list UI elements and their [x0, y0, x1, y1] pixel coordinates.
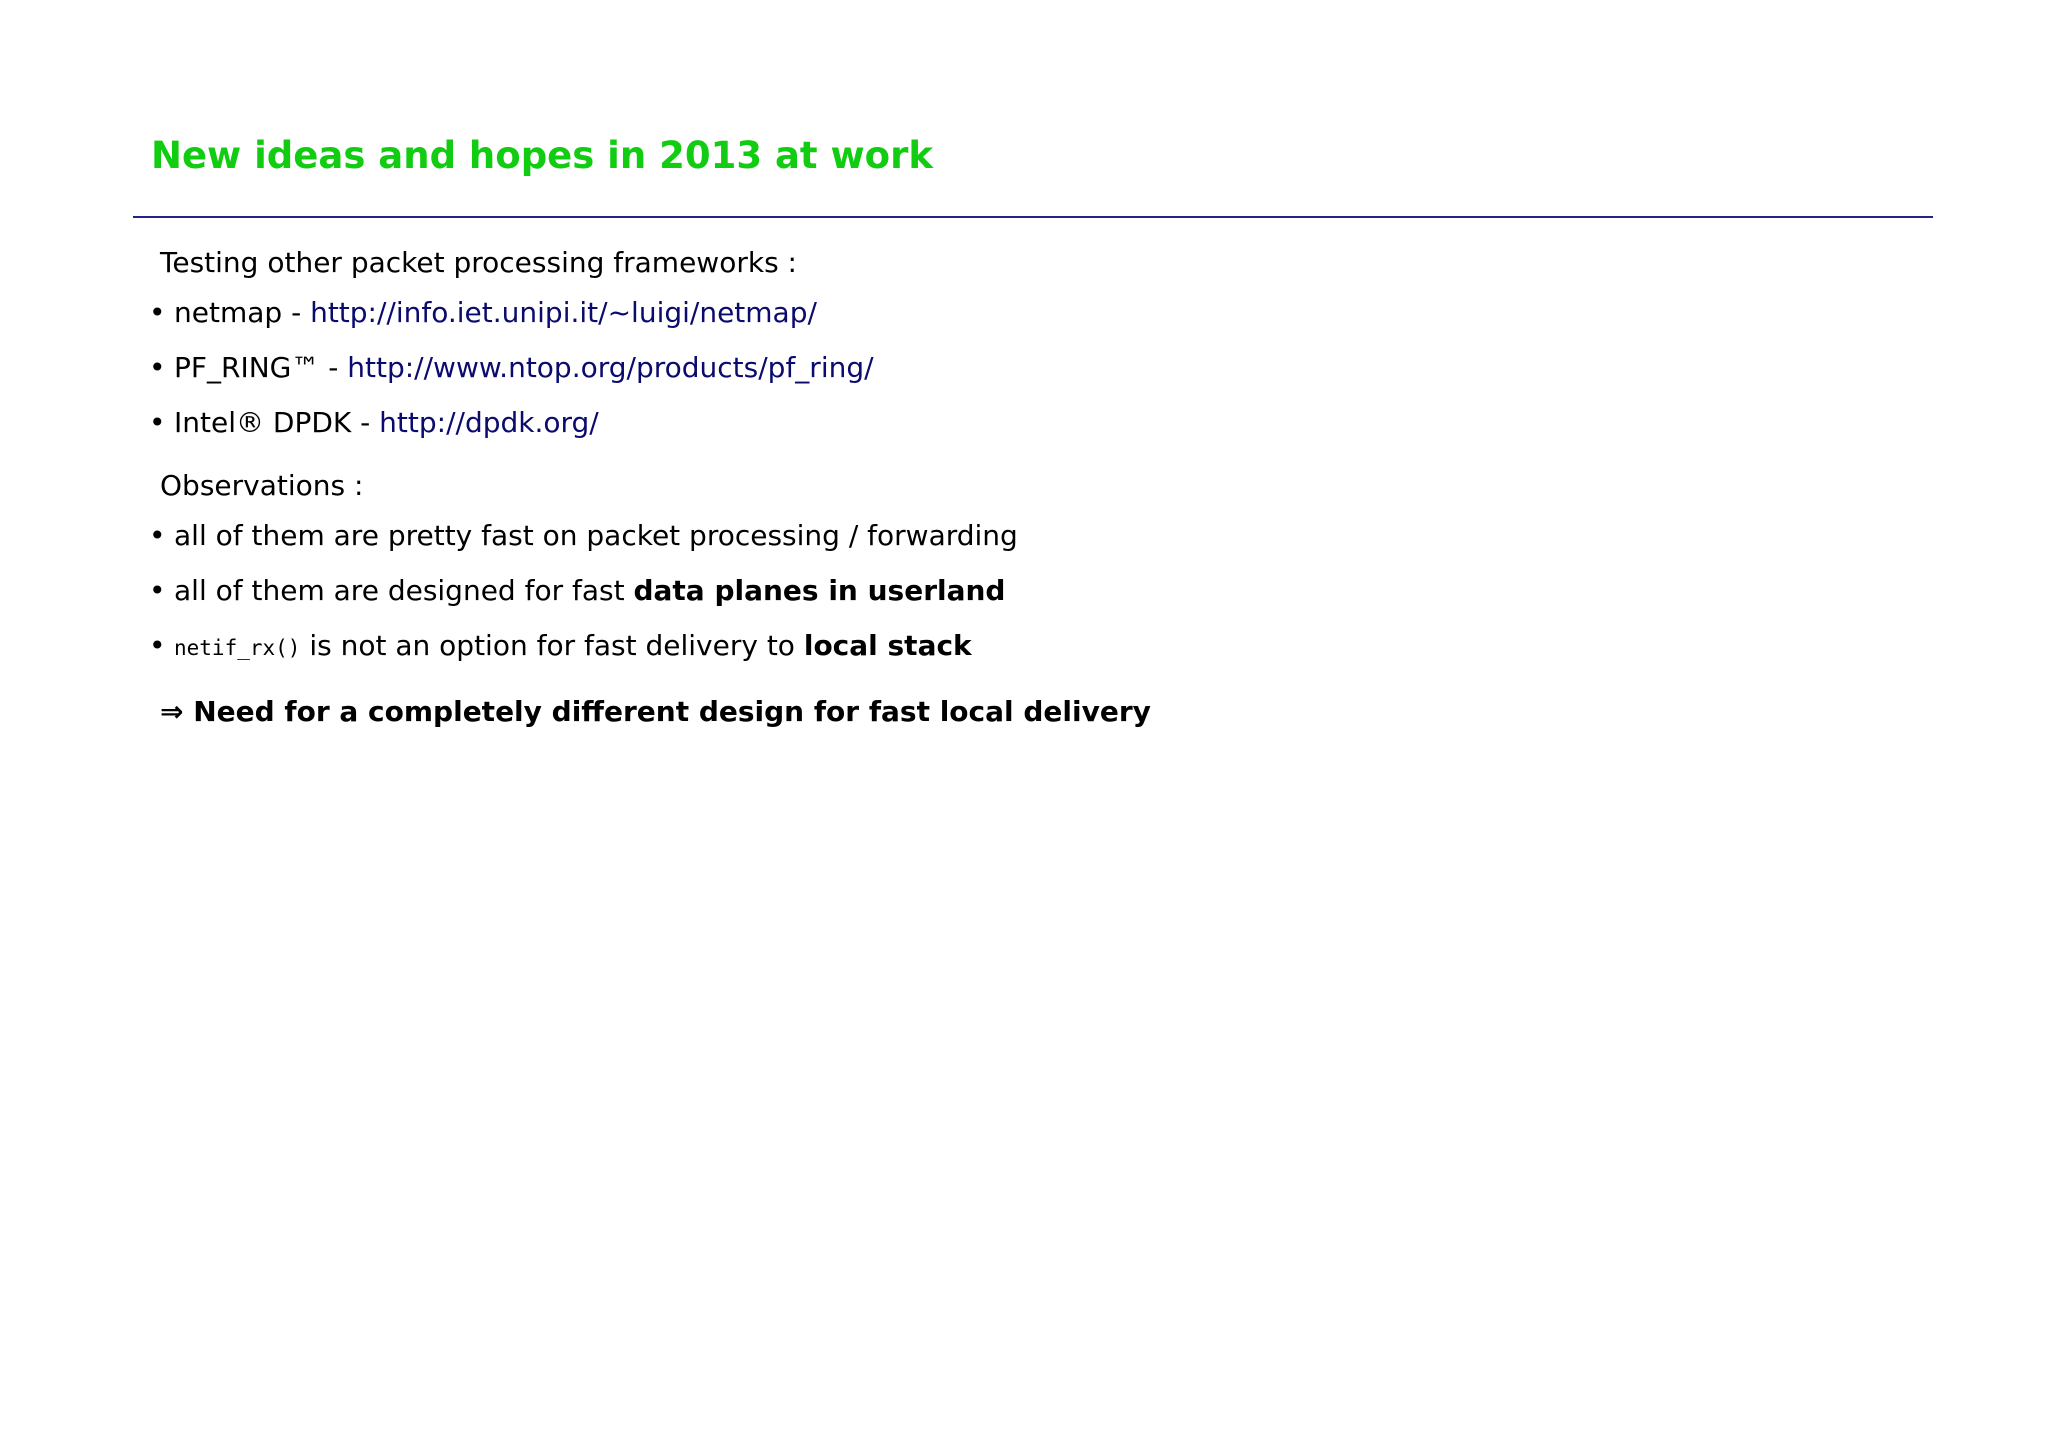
list-item-observation-speed [149, 516, 1018, 556]
pf-ring-link[interactable]: http://www.ntop.org/products/pf_ring/ [347, 351, 874, 384]
frameworks-heading: Testing other packet processing frameworks : [160, 246, 797, 279]
observation-text: is not an option for fast delivery to [300, 629, 804, 662]
separator: - [351, 406, 380, 439]
netmap-link[interactable]: http://info.iet.unipi.it/~luigi/netmap/ [310, 296, 817, 329]
dpdk-link[interactable]: http://dpdk.org/ [379, 406, 599, 439]
code-snippet: netif_rx() [174, 636, 301, 660]
bullet-icon: • [149, 629, 166, 662]
observations-heading: Observations : [160, 469, 364, 502]
observation-emphasis: local stack [803, 629, 972, 662]
bullet-icon: • [149, 296, 166, 329]
list-item-pf-ring [149, 348, 874, 388]
bullet-icon: • [149, 351, 166, 384]
bullet-icon: • [149, 574, 166, 607]
framework-name: PF_RING™ [174, 351, 320, 384]
separator: - [282, 296, 311, 329]
list-item-observation-local-stack [149, 626, 972, 668]
separator: - [319, 351, 348, 384]
list-item-observation-userland [149, 571, 1005, 611]
observation-emphasis: data planes in userland [633, 574, 1006, 607]
framework-name: netmap [174, 296, 283, 329]
bullet-icon: • [149, 519, 166, 552]
conclusion [160, 692, 1151, 732]
conclusion-text: Need for a completely different design for fast local delivery [183, 695, 1151, 728]
title-divider [133, 216, 1933, 218]
observation-text: all of them are pretty fast on packet processing / forwarding [174, 519, 1018, 552]
bullet-icon: • [149, 406, 166, 439]
framework-name: Intel® DPDK [174, 406, 352, 439]
observation-text: all of them are designed for fast [174, 574, 634, 607]
slide-title: New ideas and hopes in 2013 at work [151, 134, 933, 177]
list-item-netmap [149, 293, 817, 333]
list-item-dpdk [149, 403, 599, 443]
implies-arrow-icon: ⇒ [160, 695, 184, 728]
